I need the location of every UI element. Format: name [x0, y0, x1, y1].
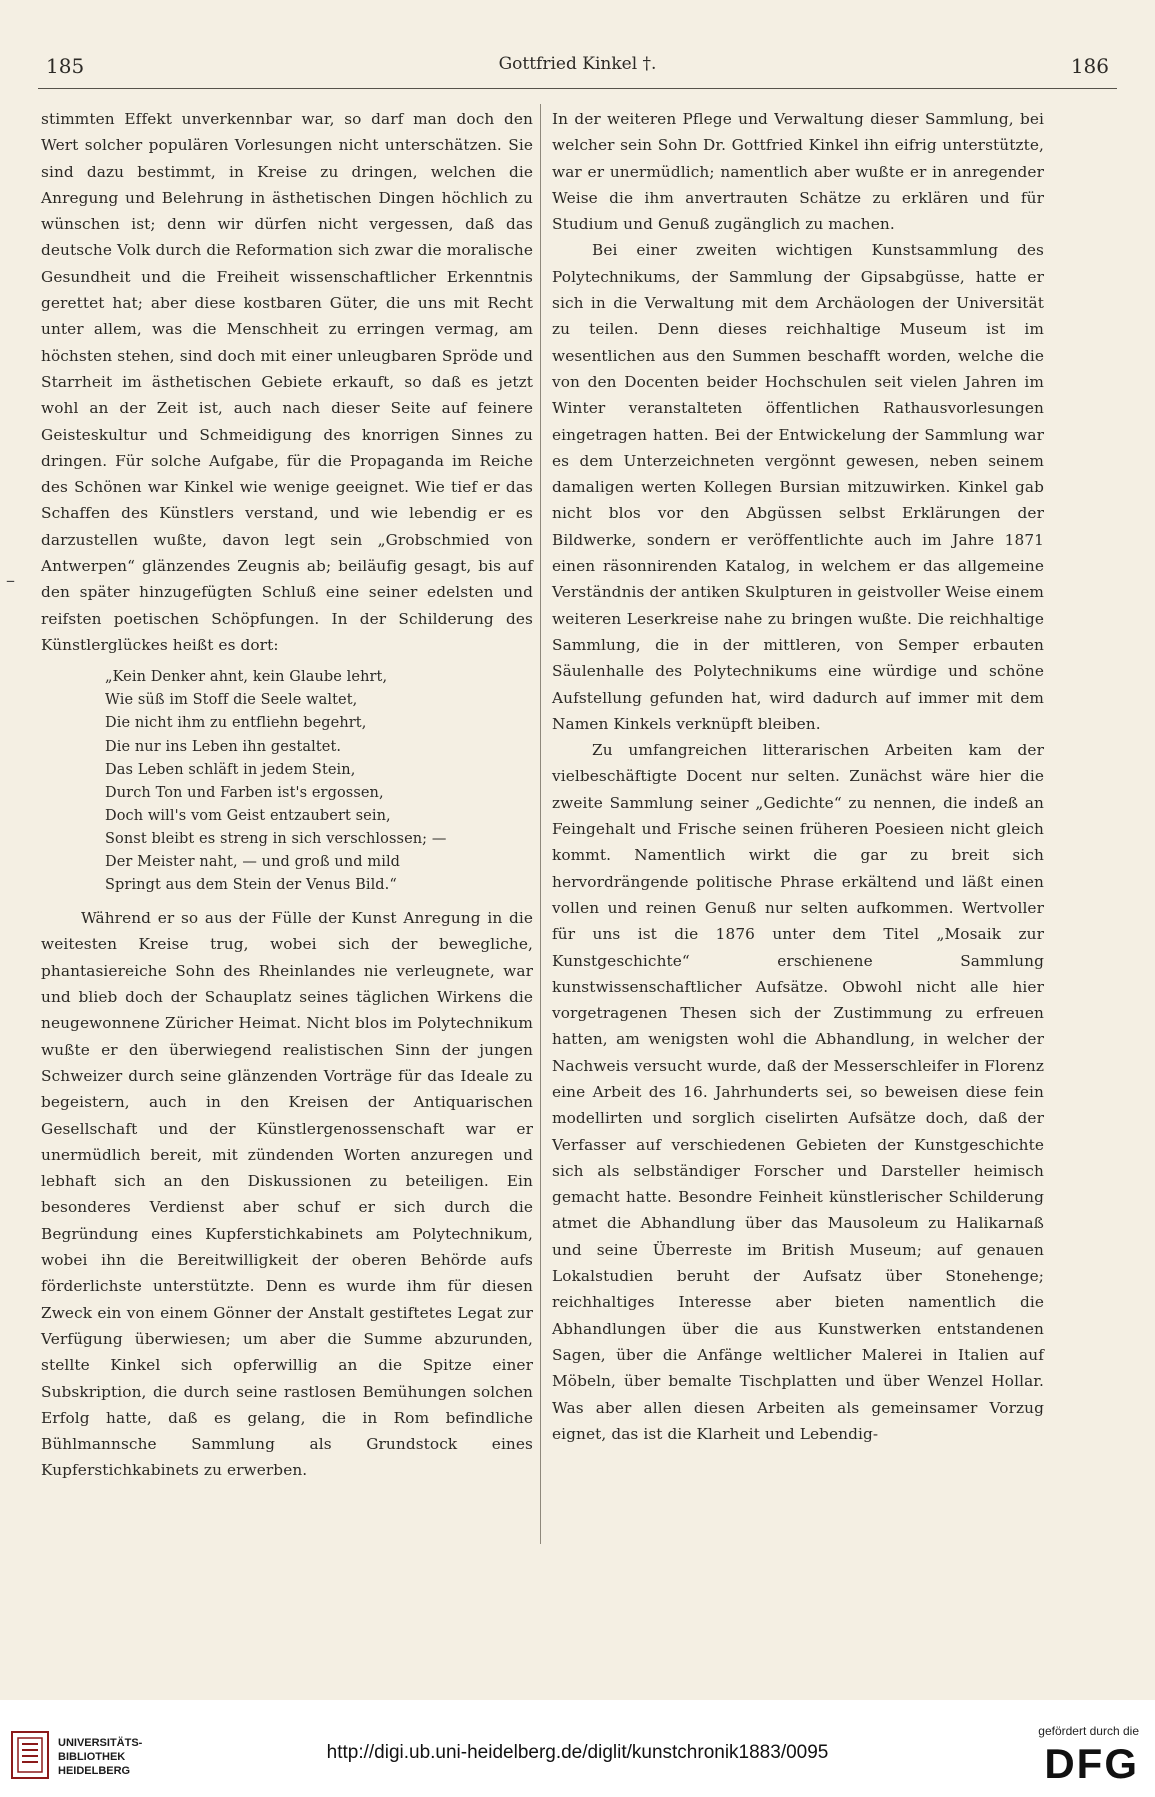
right-paragraph-2: Bei einer zweiten wichtigen Kunstsammlung des Polytechnikums, der Sammlung der Gipsabgüsse, hatte er sich in die Verwaltung mit dem Archäologen der Universität zu teilen. Denn dieses reichhaltige Museum ist im wesentlichen aus den Summen beschafft worden, welche die von den Docenten beider Hochschulen seit vielen Jahren im Winter veranstalteten öffentlichen Rathausvorlesungen eingetragen hatten. Bei der Entwickelung der Sammlung war es dem Unterzeichneten vergönnt gewesen, neben seinem damaligen werten Kollegen Bursian mitzuwirken. Kinkel gab nicht blos vor den Abgüssen selbst Erklärungen der Bildwerke, sondern er veröffentlichte auch im Jahre 1871 einen räsonnirenden Katalog, in welchem er das allgemeine Verständnis der antiken Skulpturen in geistvoller Weise einem weiteren Leserkreise nahe zu bringen wußte. Die reichhaltige Sammlung, die in der mittleren, von Semper erbauten Säulenhalle des Polytechnikums eine würdige und schöne Aufstellung gefunden hat, wird dadurch auf immer mit dem Namen Kinkels verknüpft bleiben. — [552, 241, 1044, 733]
poem-line: Sonst bleibt es streng in sich verschlossen; — — [105, 830, 447, 847]
library-name-line: HEIDELBERG — [58, 1765, 131, 1777]
funding-logo[interactable] — [989, 1724, 1139, 1790]
page-number-right: 186 — [1070, 54, 1109, 78]
poem-line: „Kein Denker ahnt, kein Glaube lehrt, — [105, 669, 388, 686]
right-paragraph-1: In der weiteren Pflege und Verwaltung dieser Sammlung, bei welcher sein Sohn Dr. Gottfried Kinkel ihn eifrig unterstützte, war er unermüdlich; namentlich aber wußte er in anregender Weise die ihm anvertrauten Schätze zu erklären und für Studium und Genuß zugänglich zu machen. — [552, 110, 1044, 234]
library-name-line: BIBLIOTHEK — [58, 1751, 126, 1763]
column-divider — [540, 104, 541, 1544]
left-column — [41, 106, 533, 1484]
poem-line: Doch will's vom Geist entzaubert sein, — [105, 807, 391, 824]
poem-line: Wie süß im Stoff die Seele waltet, — [105, 692, 358, 709]
poem-line: Die nicht ihm zu entfliehn begehrt, — [105, 715, 367, 732]
right-paragraph-3: Zu umfangreichen litterarischen Arbeiten kam der vielbeschäftigte Docent nur selten. Zunächst wäre hier die zweite Sammlung seiner „Gedichte“ zu nennen, die indeß an Feingehalt und Frische seinen früheren Poesieen nicht gleich kommt. Namentlich wirkt die gar zu breit sich hervordrängende politische Phrase erkältend und läßt einen vollen und reinen Genuß nur selten aufkommen. Wertvoller für uns ist die 1876 unter dem Titel „Mosaik zur Kunstgeschichte“ erschienene Sammlung kunstwissenschaftlicher Aufsätze. Obwohl nicht alle hier vorgetragenen Thesen sich der Zustimmung zu erfreuen hatten, am wenigsten wohl die Abhandlung, in welcher der Nachweis versucht wurde, daß der Messerschleifer in Florenz eine Arbeit des 16. Jahrhunderts sei, so beweisen diese fein modellirten und sorglich ciselirten Aufsätze doch, daß der Verfasser auf verschiedenen Gebieten der Kunstgeschichte sich als selbständiger Forscher und Darsteller heimisch gemacht hatte. Besondre Feinheit künstlerischer Schilderung atmet die Abhandlung über das Mausoleum zu Halikarnaß und seine Überreste im British Museum; auf genauen Lokalstudien beruht der Aufsatz über Stonehenge; reichhaltiges Interesse aber bieten namentlich die Abhandlungen über die aus Kunstwerken entstandenen Sagen, über die Anfänge weltlicher Malerei in Italien auf Möbeln, über bemalte Tischplatten und über Wenzel Hollar. Was aber allen diesen Arbeiten als gemeinsamer Vorzug eignet, das ist die Klarheit und Lebendig- — [552, 741, 1044, 1443]
source-url-link[interactable]: http://digi.ub.uni-heidelberg.de/diglit/kunstchronik1883/0095 — [326, 1742, 829, 1763]
left-paragraph-2: Während er so aus der Fülle der Kunst Anregung in die weitesten Kreise trug, wobei sich der bewegliche, phantasiereiche Sohn des Rheinlandes nie verleugnete, war und blieb doch der Schauplatz seines täglichen Wirkens die neugewonnene Züricher Heimat. Nicht blos im Polytechnikum wußte er den überwiegend realistischen Sinn der jungen Schweizer durch seine glänzenden Vorträge für das Ideale zu begeistern, auch in den Kreisen der Antiquarischen Gesellschaft und der Künstlergenossenschaft war er unermüdlich bereit, mit zündenden Worten anzuregen und lebhaft sich an den Diskussionen zu beteiligen. Ein besonderes Verdienst aber schuf er sich durch die Begründung eines Kupferstichkabinets am Polytechnikum, wobei ihn die Bereitwilligkeit der oberen Behörde aufs förderlichste unterstützte. Denn es wurde ihm für diesen Zweck ein von einem Gönner der Anstalt gestiftetes Legat zur Verfügung überwiesen; um aber die Summe abzurunden, stellte Kinkel sich opferwillig an die Spitze einer Subskription, die durch seine rastlosen Bemühungen solchen Erfolg hatte, daß es gelang, die in Rom befindliche Bühlmannsche Sammlung als Grundstock eines Kupferstichkabinets zu erwerben. — [41, 909, 533, 1480]
margin-mark: – — [6, 570, 15, 591]
page-header — [46, 54, 1109, 88]
poem-quote — [105, 666, 533, 897]
left-paragraph-1: stimmten Effekt unverkennbar war, so darf man doch den Wert solcher populären Vorlesungen nicht unterschätzen. Sie sind dazu bestimmt, in Kreise zu dringen, welchen die Anregung und Belehrung in ästhetischen Dingen höchlich zu wünschen ist; denn wir dürfen nicht vergessen, daß das deutsche Volk durch die Reformation sich zwar die moralische Gesundheit und die Freiheit wissenschaftlicher Erkenntnis gerettet hat; aber diese kostbaren Güter, die uns mit Recht unter allem, was die Menschheit zu erringen vermag, am höchsten stehen, sind doch mit einer unleugbaren Spröde und Starrheit im ästhetischen Gebiete erkauft, so daß es jetzt wohl an der Zeit ist, auch nach dieser Seite auf feinere Geisteskultur und Schmeidigung des knorrigen Sinnes zu dringen. Für solche Aufgabe, für die Propaganda im Reiche des Schönen war Kinkel wie wenige geeignet. Wie tief er das Schaffen des Künstlers verstand, und wie lebendig er es darzustellen wußte, davon legt sein „Grobschmied von Antwerpen“ glänzendes Zeugnis ab; beiläufig gesagt, bis auf den später hinzugefügten Schluß eine seiner edelsten und reifsten poetischen Schöpfungen. In der Schilderung des Künstlerglückes heißt es dort: — [41, 110, 533, 654]
poem-line: Durch Ton und Farben ist's ergossen, — [105, 784, 384, 801]
page-number-left: 185 — [46, 54, 85, 78]
poem-line: Der Meister naht, — und groß und mild — [105, 853, 401, 870]
poem-line: Die nur ins Leben ihn gestaltet. — [105, 738, 342, 755]
right-column — [552, 106, 1044, 1447]
running-title: Gottfried Kinkel †. — [498, 54, 657, 74]
header-rule — [38, 88, 1117, 89]
library-name-line: UNIVERSITÄTS- — [58, 1737, 143, 1749]
poem-line: Springt aus dem Stein der Venus Bild.“ — [105, 877, 397, 894]
footer-bar — [0, 1700, 1155, 1797]
funding-label: gefördert durch die — [1038, 1724, 1139, 1738]
dfg-logo-icon: DFG — [1044, 1740, 1139, 1787]
poem-line: Das Leben schläft in jedem Stein, — [105, 761, 356, 778]
